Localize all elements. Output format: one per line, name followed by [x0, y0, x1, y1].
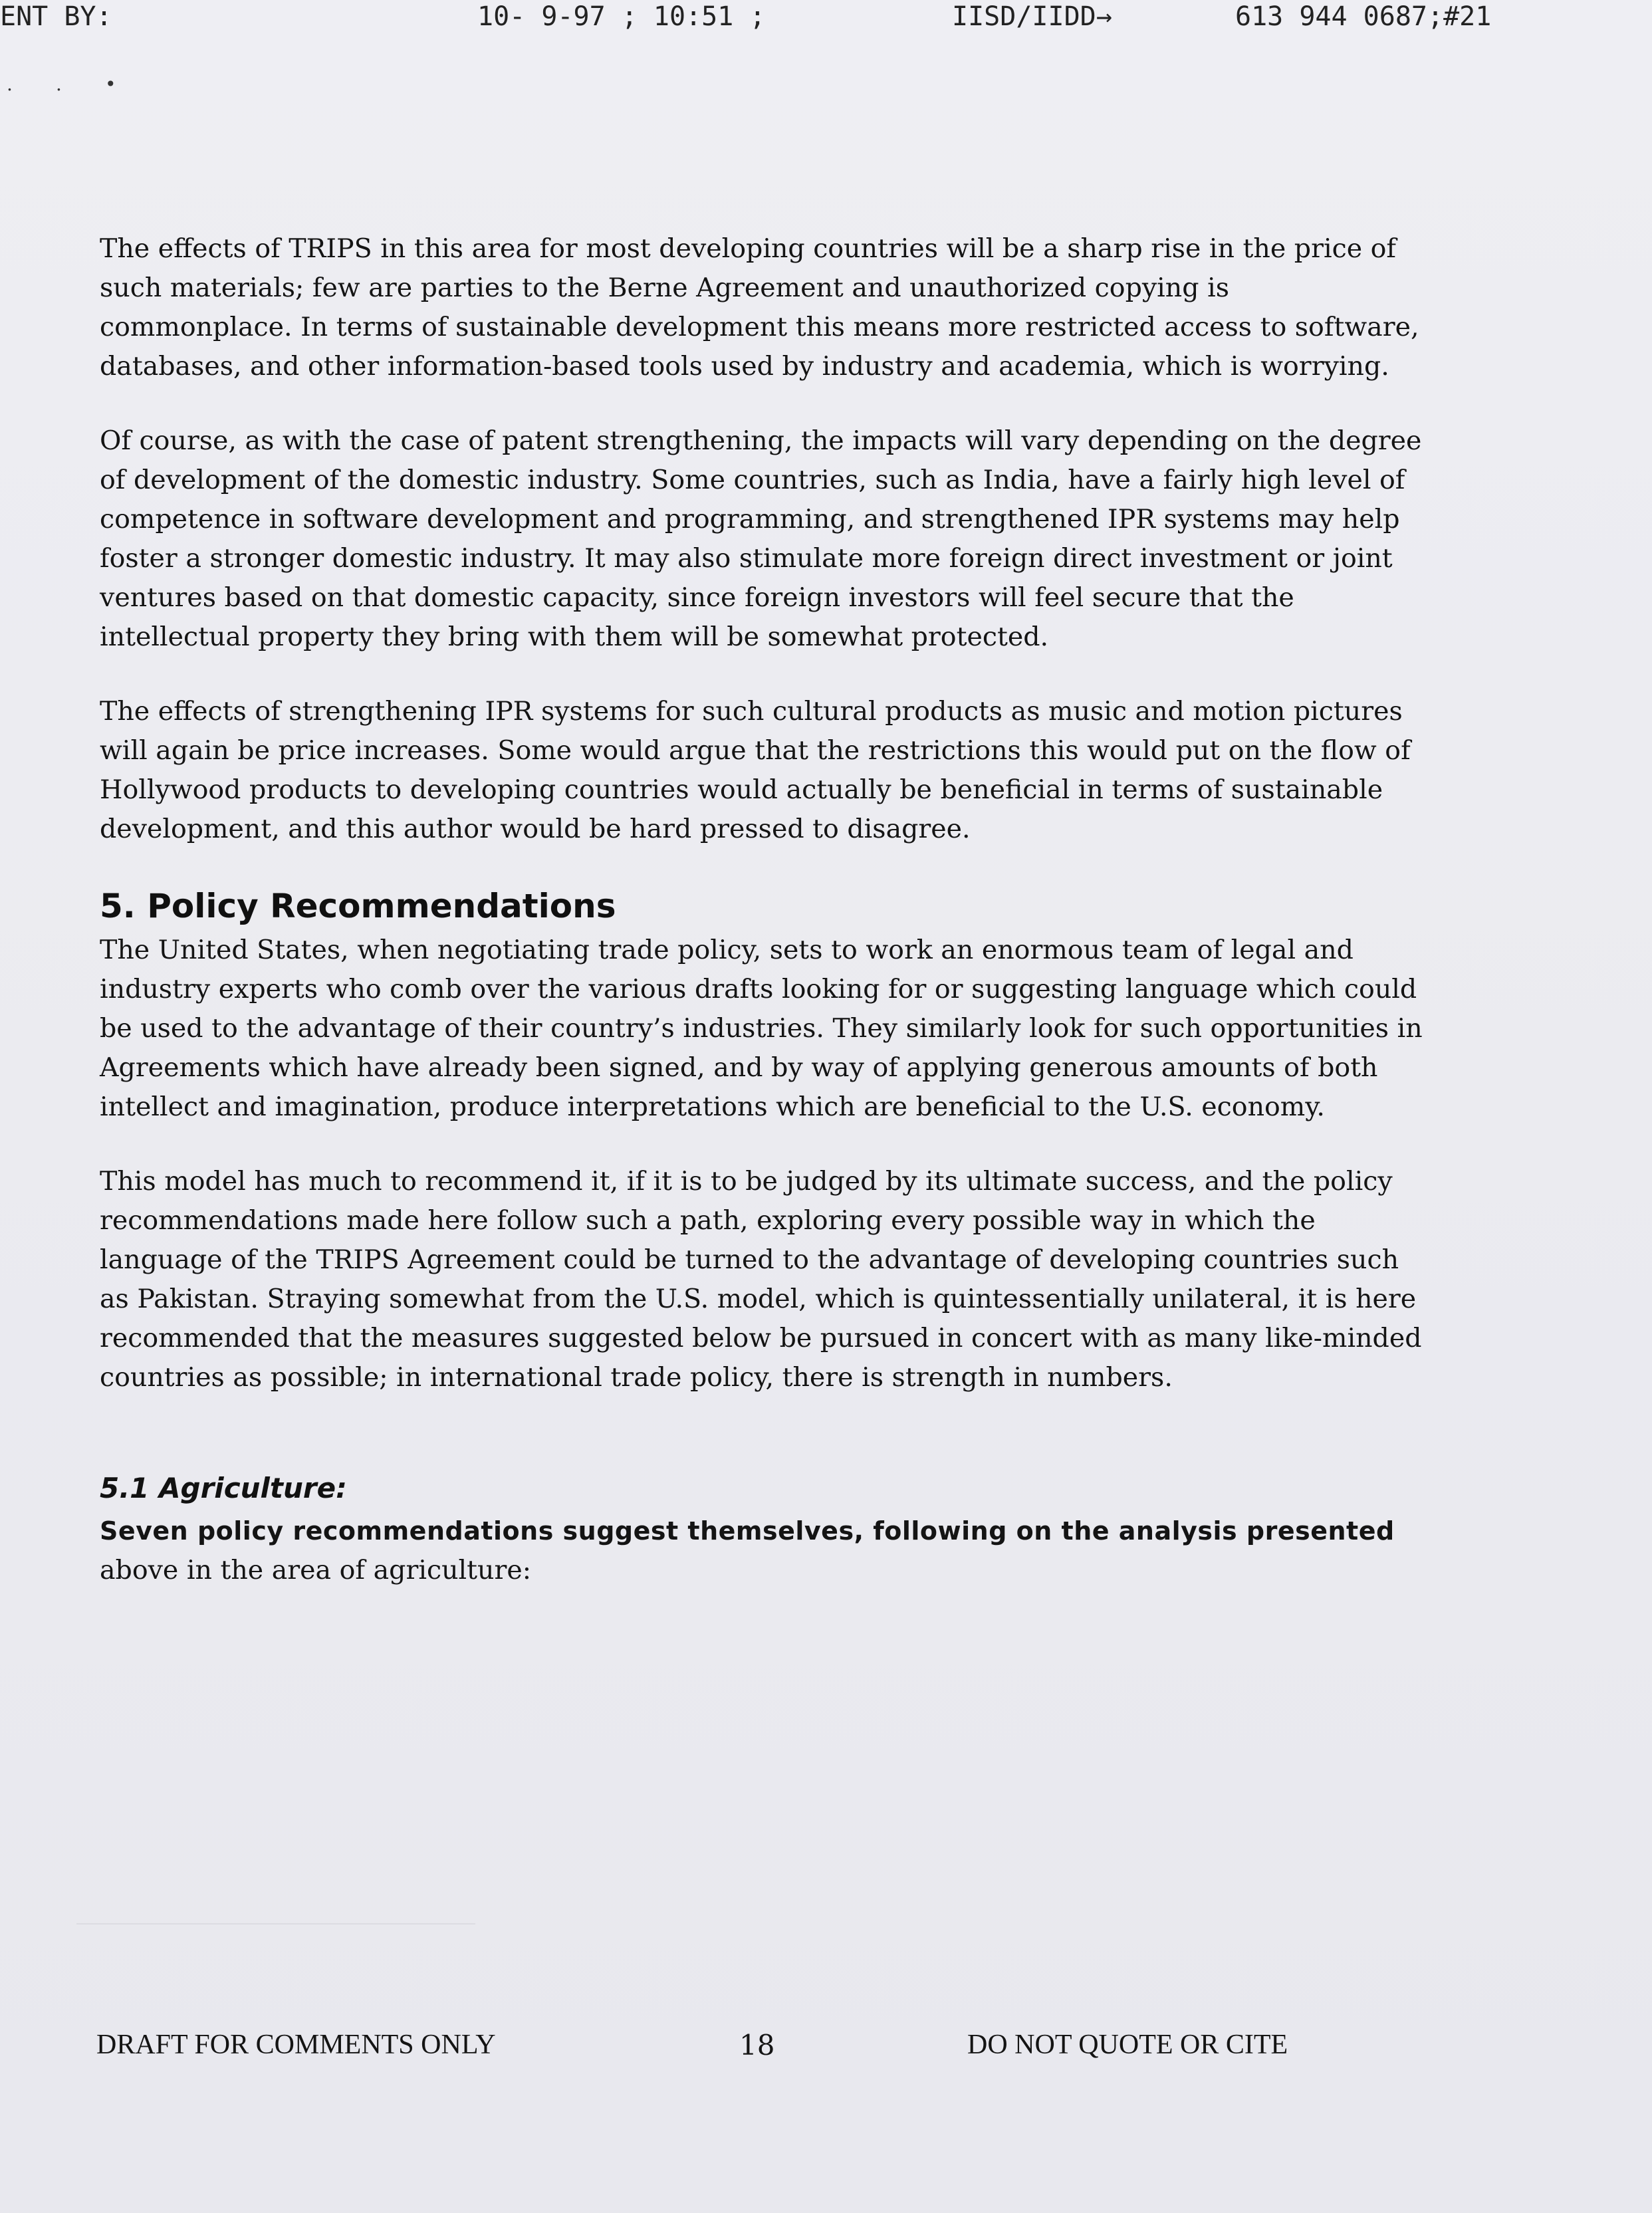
paragraph-us-trade-policy: The United States, when negotiating trade policy, sets to work an enormous team of legal and industry experts who comb over the various drafts looking for or suggesting language which could be used to the advantage of their country’s industries. They similarly look for such opportunities in Agreements which have already been signed, and by way of applying generous amounts of both intellect and imagination, produce interpretations which are beneficial to the U.S. economy. — [100, 935, 1423, 1122]
footer-draft-notice: DRAFT FOR COMMENTS ONLY — [96, 2030, 496, 2060]
scan-specks: . ․ • — [7, 73, 135, 95]
fax-date-time: 10- 9-97 ; 10:51 ; — [477, 1, 766, 32]
paragraph-model-recommendation: This model has much to recommend it, if it is to be judged by its ultimate success, and the policy recommendations made here follow such a path, exploring every possible way in which the language of the TRIPS Agreement could be turned to the advantage of developing countries such as Pakistan. Straying somewhat from the U.S. model, which is quintessentially unilateral, it is here recommended that the measures suggested below be pursued in concert with as many like-minded countries as possible; in international trade policy, there is strength in numbers. — [100, 1166, 1422, 1393]
fax-sender-id: IISD/IIDD→ — [952, 1, 1112, 32]
fax-sender: ENT BY: — [0, 1, 112, 32]
footer-page-number: 18 — [739, 2029, 775, 2061]
footnote-divider — [76, 1923, 475, 1924]
document-body — [100, 229, 1423, 1590]
fax-number: 613 944 0687;#21 — [1235, 1, 1492, 32]
section-heading-policy: 5. Policy Recommendations — [100, 887, 616, 925]
fax-header — [0, 0, 1652, 47]
subsection-heading-agriculture: 5.1 Agriculture: — [100, 1472, 347, 1504]
paragraph-cultural-products: The effects of strengthening IPR systems for such cultural products as music and motion pictures will again be price increases. Some would argue that the restrictions this would put on the flow of Hollywood products to developing countries would actually be beneficial in terms of sustainable development, and this author would be hard pressed to disagree. — [100, 696, 1411, 844]
paragraph-agriculture-intro — [100, 1512, 1423, 1590]
footer-citation-notice: DO NOT QUOTE OR CITE — [967, 2030, 1288, 2060]
paragraph-patent-impacts: Of course, as with the case of patent strengthening, the impacts will vary depending on the degree of development of the domestic industry. Some countries, such as India, have a fairly high level of competence in software development and programming, and strengthened IPR systems may help foster a stronger domestic industry. It may also stimulate more foreign direct investment or joint ventures based on that domestic capacity, since foreign investors will feel secure that the intellectual property they bring with them will be somewhat protected. — [100, 425, 1422, 652]
paragraph-agriculture-lead: Seven policy recommendations suggest themselves, following on the analysis presented — [100, 1516, 1395, 1546]
paragraph-software-effects: The effects of TRIPS in this area for most developing countries will be a sharp rise in the price of such materials; few are parties to the Berne Agreement and unauthorized copying is commonplace. In terms of sustainable development this means more restricted access to software, databases, and other information-based tools used by industry and academia, which is worrying. — [100, 233, 1419, 382]
paragraph-agriculture-rest: above in the area of agriculture: — [100, 1555, 532, 1585]
